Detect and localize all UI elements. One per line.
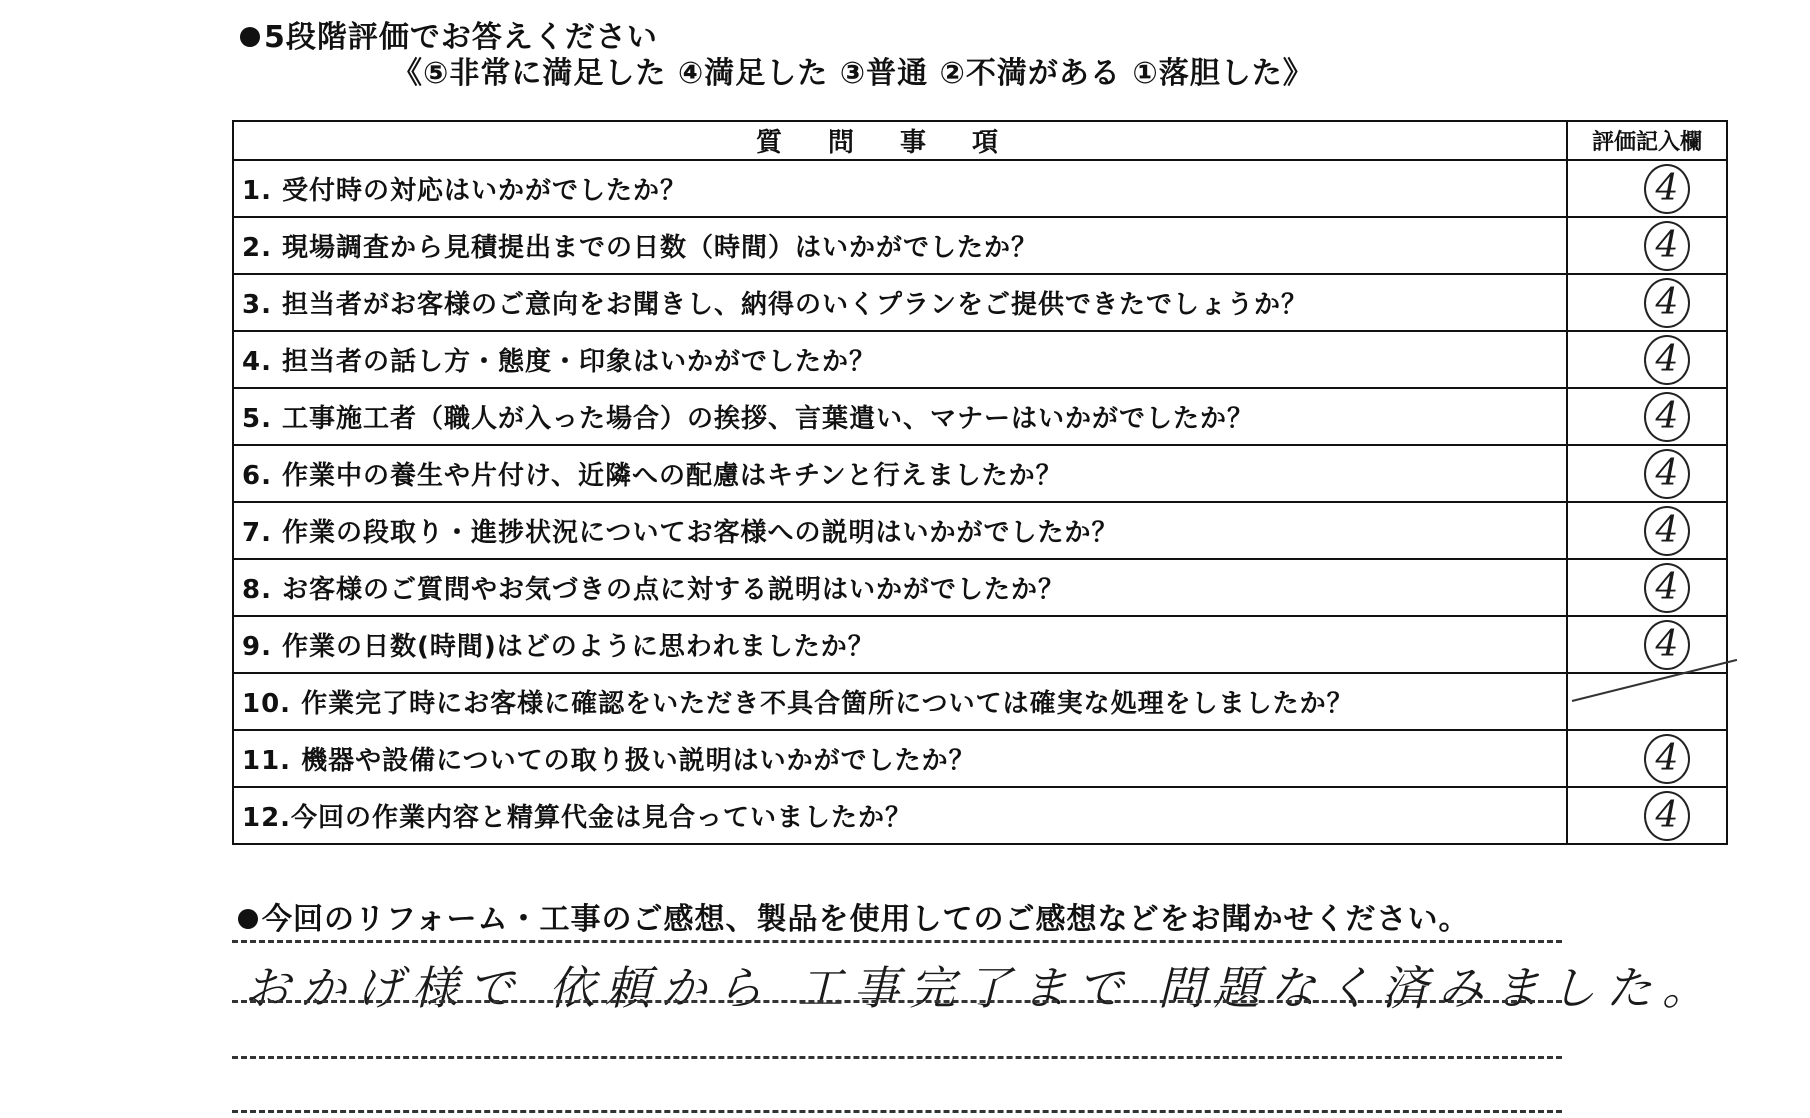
comment-heading <box>238 894 1470 938</box>
rating-cell[interactable] <box>1567 730 1727 787</box>
table-row <box>233 787 1727 844</box>
bullet-icon <box>240 27 260 47</box>
rating-cell[interactable] <box>1567 673 1727 730</box>
circled-rating: 4 <box>1644 335 1690 385</box>
rating-cell[interactable] <box>1567 331 1727 388</box>
rating-cell[interactable] <box>1567 787 1727 844</box>
table-header-row <box>233 121 1727 160</box>
circled-rating: 4 <box>1644 506 1690 556</box>
rating-column-header: 評価記入欄 <box>1567 121 1727 160</box>
question-text: 8. お客様のご質問やお気づきの点に対する説明はいかがでしたか？ <box>233 559 1567 616</box>
table-row <box>233 502 1727 559</box>
table-row <box>233 730 1727 787</box>
table-row <box>233 445 1727 502</box>
rating-scale-legend: 《⑤非常に満足した ④満足した ③普通 ②不満がある ①落胆した》 <box>392 56 1314 91</box>
table-row <box>233 616 1727 673</box>
question-text: 1. 受付時の対応はいかがでしたか？ <box>233 160 1567 217</box>
instruction-text: 5段階評価でお答えください <box>264 20 658 55</box>
rating-cell[interactable] <box>1567 217 1727 274</box>
circled-rating: 4 <box>1644 734 1690 784</box>
question-text: 4. 担当者の話し方・態度・印象はいかがでしたか？ <box>233 331 1567 388</box>
question-text: 11. 機器や設備についての取り扱い説明はいかがでしたか？ <box>233 730 1567 787</box>
question-text: 10. 作業完了時にお客様に確認をいただき不具合箇所については確実な処理をしましたか？ <box>233 673 1567 730</box>
circled-rating: 4 <box>1644 164 1690 214</box>
rating-cell[interactable] <box>1567 559 1727 616</box>
survey-table <box>232 120 1728 845</box>
table-row <box>233 160 1727 217</box>
circled-rating: 4 <box>1644 620 1690 670</box>
question-column-header: 質問事項 <box>233 121 1567 160</box>
rating-cell[interactable] <box>1567 502 1727 559</box>
question-text: 7. 作業の段取り・進捗状況についてお客様への説明はいかがでしたか？ <box>233 502 1567 559</box>
rating-cell[interactable] <box>1567 445 1727 502</box>
circled-rating: 4 <box>1644 563 1690 613</box>
question-text: 3. 担当者がお客様のご意向をお聞きし、納得のいくプランをご提供できたでしょうか？ <box>233 274 1567 331</box>
comment-line <box>232 1110 1562 1113</box>
rating-cell[interactable] <box>1567 160 1727 217</box>
question-text: 6. 作業中の養生や片付け、近隣への配慮はキチンと行えましたか？ <box>233 445 1567 502</box>
table-row <box>233 673 1727 730</box>
comment-line <box>232 1000 1562 1003</box>
rating-cell[interactable] <box>1567 388 1727 445</box>
table-row <box>233 559 1727 616</box>
question-text: 5. 工事施工者（職人が入った場合）の挨拶、言葉遣い、マナーはいかがでしたか？ <box>233 388 1567 445</box>
circled-rating: 4 <box>1644 791 1690 841</box>
handwritten-comment: おかげ様で 依頼から 工事完了まで 問題なく済みました。 <box>244 961 1718 1015</box>
comment-line <box>232 1056 1562 1059</box>
rating-cell[interactable] <box>1567 274 1727 331</box>
comment-heading-text: 今回のリフォーム・工事のご感想、製品を使用してのご感想などをお聞かせください。 <box>262 902 1470 937</box>
rating-cell[interactable] <box>1567 616 1727 673</box>
table-row <box>233 274 1727 331</box>
question-text: 2. 現場調査から見積提出までの日数（時間）はいかがでしたか？ <box>233 217 1567 274</box>
circled-rating: 4 <box>1644 278 1690 328</box>
table-row <box>233 217 1727 274</box>
question-text: 12.今回の作業内容と精算代金は見合っていましたか？ <box>233 787 1567 844</box>
comment-line <box>232 940 1562 943</box>
circled-rating: 4 <box>1644 221 1690 271</box>
table-row <box>233 388 1727 445</box>
question-text: 9. 作業の日数(時間)はどのように思われましたか？ <box>233 616 1567 673</box>
circled-rating: 4 <box>1644 449 1690 499</box>
table-row <box>233 331 1727 388</box>
circled-rating: 4 <box>1644 392 1690 442</box>
bullet-icon <box>238 909 258 929</box>
